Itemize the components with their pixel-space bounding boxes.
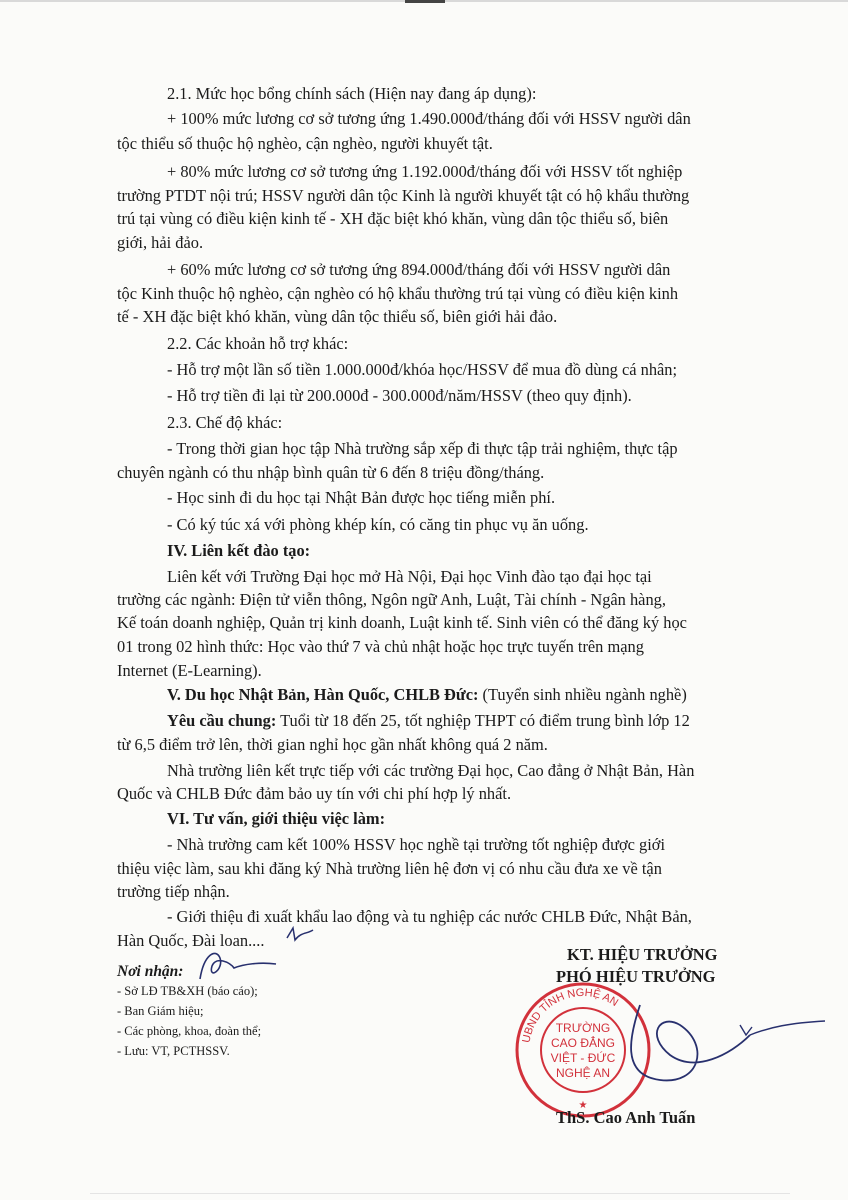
bottom-border	[90, 1193, 790, 1194]
seal-center-line: NGHỆ AN	[555, 1066, 611, 1080]
initial-mark	[283, 924, 317, 946]
seal-star-icon: ★	[578, 1100, 588, 1111]
requirement-text: Tuổi từ 18 đến 25, tốt nghiệp THPT có điểm trung bình lớp 12	[276, 711, 690, 730]
recipient-item: - Sở LĐ TB&XH (báo cáo);	[117, 984, 258, 998]
other-item-1-line1: - Trong thời gian học tập Nhà trường sắp xếp đi thực tập trải nghiệm, thực tập	[167, 439, 678, 458]
section-2-3-heading: 2.3. Chế độ khác:	[167, 413, 283, 432]
job-item-2-line2: Hàn Quốc, Đài loan....	[117, 931, 265, 950]
scholarship-60-line2: tộc Kinh thuộc hộ nghèo, cận nghèo có hộ khẩu thường trú tại vùng có điều kiện kinh	[117, 284, 679, 303]
job-item-1-line1: - Nhà trường cam kết 100% HSSV học nghề tại trường tốt nghiệp được giới	[167, 835, 666, 854]
section-4-line5: Internet (E-Learning).	[117, 661, 262, 680]
job-item-1-line2: thiệu việc làm, sau khi đăng ký Nhà trường liên hệ đơn vị có nhu cầu đưa xe về tận	[117, 859, 662, 878]
signer-name: ThS. Cao Anh Tuấn	[556, 1108, 696, 1127]
job-item-2-line1: - Giới thiệu đi xuất khẩu lao động và tu nghiệp các nước CHLB Đức, Nhật Bản,	[167, 907, 692, 926]
section-5-heading-line	[167, 684, 687, 706]
recipient-item: - Lưu: VT, PCTHSSV.	[117, 1044, 230, 1058]
section-5-heading-note: (Tuyển sinh nhiều ngành nghề)	[478, 685, 687, 704]
section-4-line1: Liên kết với Trường Đại học mở Hà Nội, Đại học Vinh đào tạo đại học tại	[167, 567, 652, 586]
seal-center-line: CAO ĐẲNG	[550, 1036, 616, 1050]
scholarship-60-line1: + 60% mức lương cơ sở tương ứng 894.000đ/tháng đối với HSSV người dân	[167, 260, 671, 279]
initial-signature	[190, 944, 280, 989]
recipient-item: - Các phòng, khoa, đoàn thể;	[117, 1024, 262, 1038]
job-item-1-line3: trường tiếp nhận.	[117, 882, 230, 901]
section-4-line4: 01 trong 02 hình thức: Học vào thứ 7 và chủ nhật hoặc học trực tuyến trên mạng	[117, 637, 644, 656]
support-item-2: - Hỗ trợ tiền đi lại từ 200.000đ - 300.000đ/năm/HSSV (theo quy định).	[167, 386, 632, 405]
requirement-label: Yêu cầu chung:	[167, 711, 277, 730]
section-5-heading: V. Du học Nhật Bản, Hàn Quốc, CHLB Đức:	[167, 685, 479, 704]
scholarship-80-line2: trường PTDT nội trú; HSSV người dân tộc Kinh là người khuyết tật có hộ khẩu thường	[117, 186, 690, 205]
section-2-2-heading: 2.2. Các khoản hỗ trợ khác:	[167, 334, 349, 353]
scholarship-80-line3: trú tại vùng có điều kiện kinh tế - XH đặc biệt khó khăn, vùng dân tộc thiểu số, biên	[117, 209, 669, 228]
other-item-1-line2: chuyên ngành có thu nhập bình quân từ 6 đến 8 triệu đồng/tháng.	[117, 463, 545, 482]
other-item-2: - Học sinh đi du học tại Nhật Bản được học tiếng miễn phí.	[167, 488, 556, 507]
top-scan-mark	[405, 0, 445, 3]
seal-center-line: TRƯỜNG	[555, 1021, 611, 1035]
scholarship-80-line4: giới, hải đảo.	[117, 233, 204, 252]
section-4-line2: trường các ngành: Điện tử viễn thông, Ngôn ngữ Anh, Luật, Tài chính - Ngân hàng,	[117, 590, 666, 609]
requirement-line1	[167, 710, 690, 732]
scholarship-100-line2: tộc thiểu số thuộc hộ nghèo, cận nghèo, người khuyết tật.	[117, 134, 493, 153]
section-2-1-heading: 2.1. Mức học bổng chính sách (Hiện nay đang áp dụng):	[167, 84, 537, 103]
partner-line1: Nhà trường liên kết trực tiếp với các trường Đại học, Cao đẳng ở Nhật Bản, Hàn	[167, 761, 695, 780]
support-item-1: - Hỗ trợ một lần số tiền 1.000.000đ/khóa học/HSSV để mua đồ dùng cá nhân;	[167, 360, 678, 379]
seal-ring-text: UBND TỈNH NGHỆ AN	[520, 986, 621, 1044]
other-item-3: - Có ký túc xá với phòng khép kín, có căng tin phục vụ ăn uống.	[167, 515, 589, 534]
scholarship-60-line3: tế - XH đặc biệt khó khăn, vùng dân tộc thiểu số, biên giới hải đảo.	[117, 307, 558, 326]
recipient-item: - Ban Giám hiệu;	[117, 1004, 204, 1018]
partner-line2: Quốc và CHLB Đức đảm bảo uy tín với chi phí hợp lý nhất.	[117, 784, 512, 803]
section-4-heading: IV. Liên kết đào tạo:	[167, 541, 311, 560]
scholarship-100-line1: + 100% mức lương cơ sở tương ứng 1.490.000đ/tháng đối với HSSV người dân	[167, 109, 691, 128]
section-4-line3: Kế toán doanh nghiệp, Quản trị kinh doanh, Luật kinh tế. Sinh viên có thể đăng ký học	[117, 613, 687, 632]
requirement-line2: từ 6,5 điểm trở lên, thời gian nghỉ học gần nhất không quá 2 năm.	[117, 735, 548, 754]
scholarship-80-line1: + 80% mức lương cơ sở tương ứng 1.192.000đ/tháng đối với HSSV tốt nghiệp	[167, 162, 683, 181]
signature-title-1: KT. HIỆU TRƯỞNG	[567, 945, 718, 964]
signature-title-2: PHÓ HIỆU TRƯỞNG	[556, 967, 716, 986]
seal-center-line: VIỆT - ĐỨC	[550, 1051, 616, 1065]
signature-icon	[600, 995, 830, 1090]
section-6-heading: VI. Tư vấn, giới thiệu việc làm:	[167, 809, 386, 828]
recipients-label: Nơi nhận:	[117, 963, 184, 980]
